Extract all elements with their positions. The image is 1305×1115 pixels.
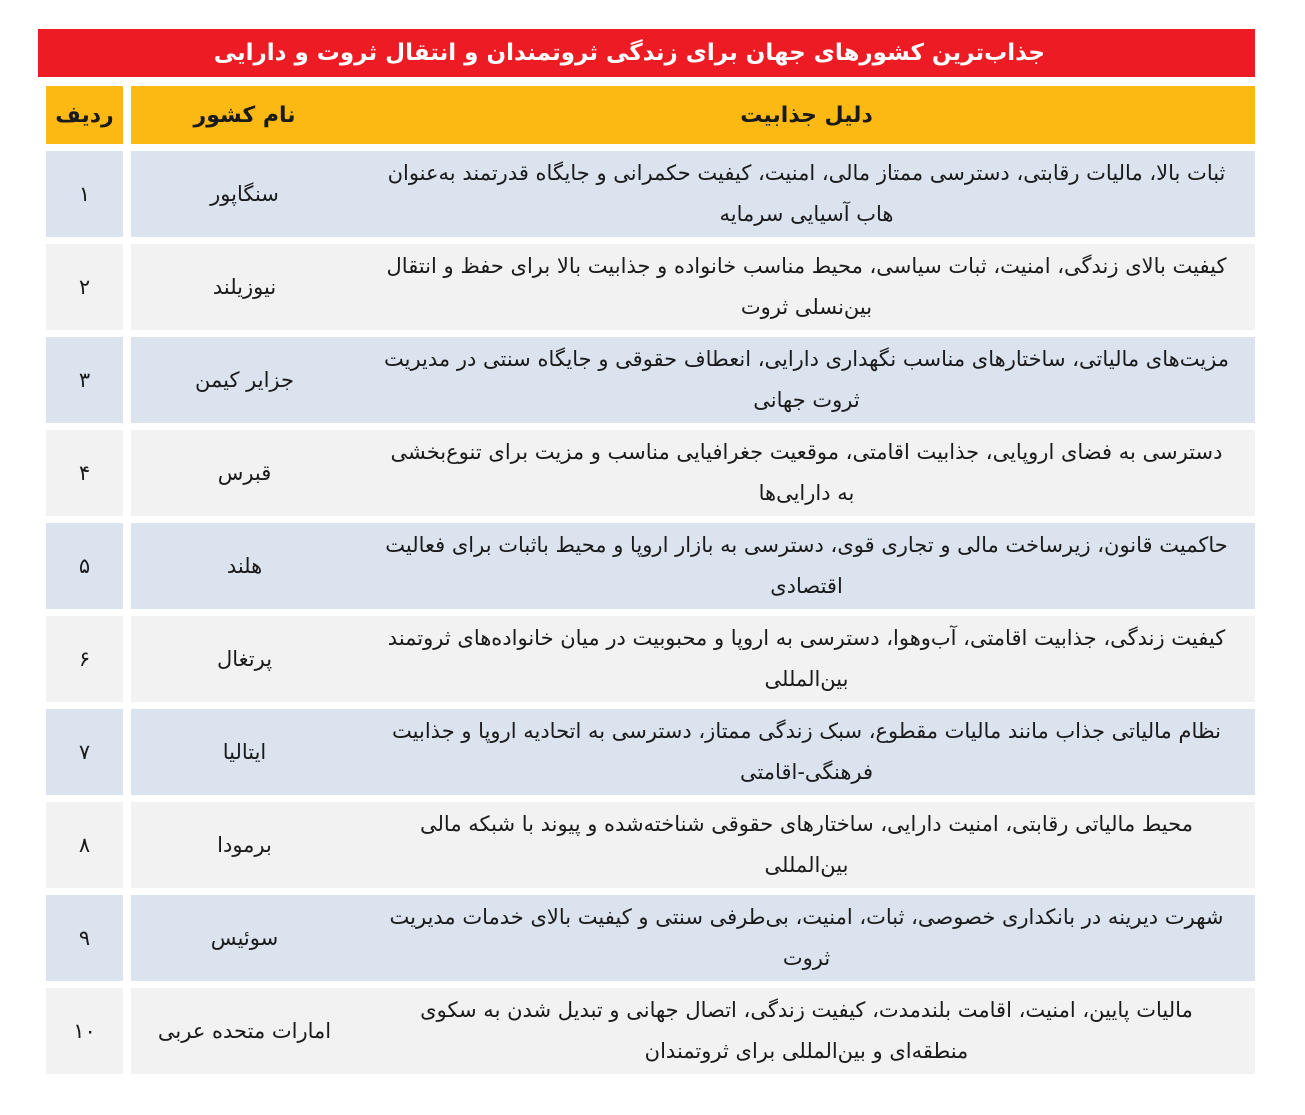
row-rank: ۵	[46, 523, 123, 609]
table-row	[38, 895, 1255, 981]
row-reason: حاکمیت قانون، زیرساخت مالی و تجاری قوی، دسترسی به بازار اروپا و محیط باثبات برای فعالیت اقتصادی	[385, 533, 1228, 598]
row-rank: ۸	[46, 802, 123, 888]
header-country: نام کشور	[131, 86, 358, 144]
row-rank: ۹	[46, 895, 123, 981]
row-reason: مالیات پایین، امنیت، اقامت بلندمدت، کیفیت زندگی، اتصال جهانی و تبدیل شدن به سکوی منطقه‌ای و بین‌المللی برای ثروتمندان	[420, 998, 1193, 1063]
row-country: برمودا	[131, 802, 358, 888]
row-country: ایتالیا	[131, 709, 358, 795]
row-reason: کیفیت بالای زندگی، امنیت، ثبات سیاسی، محیط مناسب خانواده و جذابیت بالا برای حفظ و انتقال بین‌نسلی ثروت	[386, 254, 1227, 319]
table-row	[38, 151, 1255, 237]
row-rank: ۱	[46, 151, 123, 237]
table-row	[38, 709, 1255, 795]
row-rank: ۱۰	[46, 988, 123, 1074]
row-rank: ۳	[46, 337, 123, 423]
row-reason: ثبات بالا، مالیات رقابتی، دسترسی ممتاز مالی، امنیت، کیفیت حکمرانی و جایگاه قدرتمند به‌عنوان هاب آسیایی سرمایه	[387, 161, 1226, 226]
row-rank: ۶	[46, 616, 123, 702]
table-title: جذاب‌ترین کشورهای جهان برای زندگی ثروتمندان و انتقال ثروت و دارایی	[38, 29, 1255, 77]
row-country: سنگاپور	[131, 151, 358, 237]
row-rank: ۴	[46, 430, 123, 516]
row-reason: مزیت‌های مالیاتی، ساختارهای مناسب نگهداری دارایی، انعطاف حقوقی و جایگاه سنتی در مدیریت ثروت جهانی	[383, 347, 1230, 412]
row-reason: دسترسی به فضای اروپایی، جذابیت اقامتی، موقعیت جغرافیایی مناسب و مزیت برای تنوع‌بخشی به دارایی‌ها	[390, 440, 1223, 505]
wealth-destinations-table	[38, 29, 1255, 1081]
header-rank: ردیف	[46, 86, 123, 144]
row-reason: محیط مالیاتی رقابتی، امنیت دارایی، ساختارهای حقوقی شناخته‌شده و پیوند با شبکه مالی بین‌المللی	[420, 812, 1193, 877]
row-rank: ۲	[46, 244, 123, 330]
row-reason: شهرت دیرینه در بانکداری خصوصی، ثبات، امنیت، بی‌طرفی سنتی و کیفیت بالای خدمات مدیریت ثروت	[389, 905, 1224, 970]
row-country: پرتغال	[131, 616, 358, 702]
row-country: هلند	[131, 523, 358, 609]
table-row	[38, 802, 1255, 888]
row-country: قبرس	[131, 430, 358, 516]
row-reason: کیفیت زندگی، جذابیت اقامتی، آب‌وهوا، دسترسی به اروپا و محبوبیت در میان خانواده‌های ثروتمند بین‌المللی	[387, 626, 1226, 691]
row-country: جزایر کیمن	[131, 337, 358, 423]
table-row	[38, 988, 1255, 1074]
row-country: سوئیس	[131, 895, 358, 981]
table-row	[38, 430, 1255, 516]
table-row	[38, 337, 1255, 423]
header-reason: دلیل جذابیت	[358, 86, 1255, 144]
row-country: نیوزیلند	[131, 244, 358, 330]
table-header-row	[38, 86, 1255, 144]
row-rank: ۷	[46, 709, 123, 795]
table-row	[38, 523, 1255, 609]
table-row	[38, 616, 1255, 702]
table-row	[38, 244, 1255, 330]
row-reason: نظام مالیاتی جذاب مانند مالیات مقطوع، سبک زندگی ممتاز، دسترسی به اتحادیه اروپا و جذابیت فرهنگی-اقامتی	[392, 719, 1221, 784]
row-country: امارات متحده عربی	[131, 988, 358, 1074]
